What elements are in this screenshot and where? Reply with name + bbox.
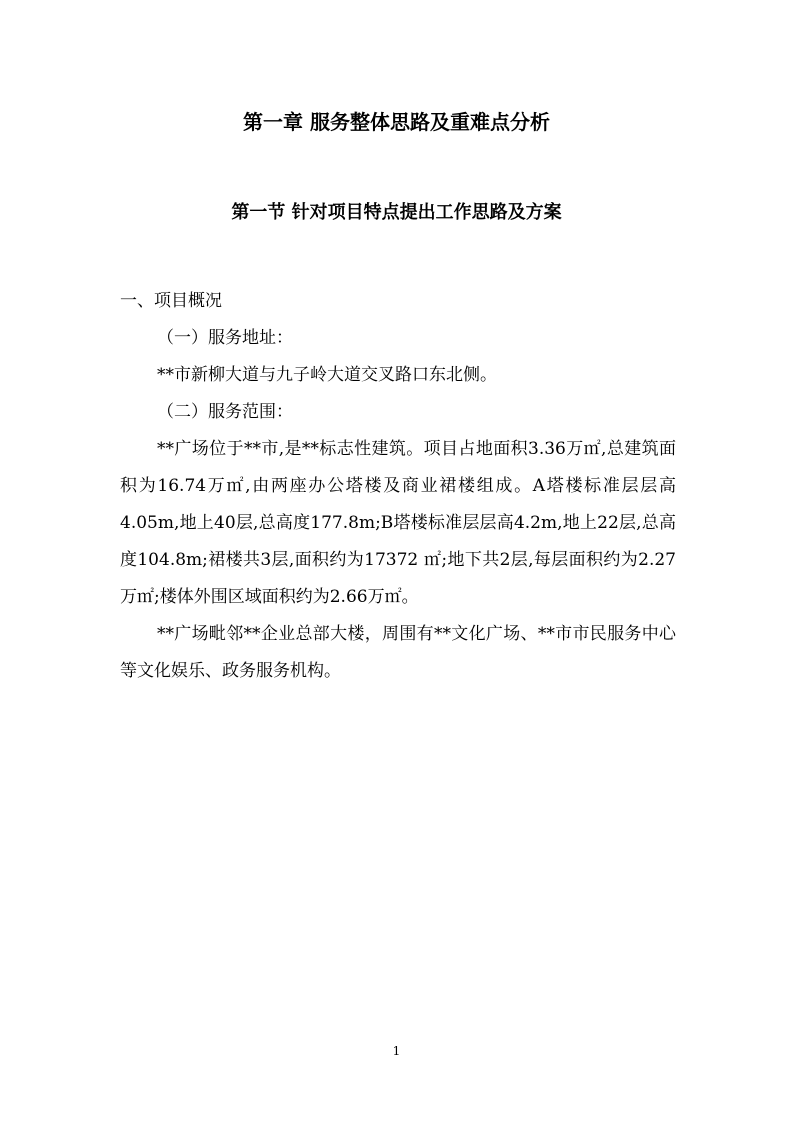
section-title: 第一节 针对项目特点提出工作思路及方案 [231, 202, 562, 223]
subheading-service-address: （一）服务地址： [157, 328, 293, 348]
heading-project-overview: 一、项目概况 [120, 291, 222, 311]
chapter-title: 第一章 服务整体思路及重难点分析 [243, 110, 550, 134]
page-number: 1 [392, 1044, 401, 1058]
subheading-service-scope: （二）服务范围： [157, 402, 293, 422]
document-body [120, 283, 676, 690]
address-paragraph: **市新柳大道与九子岭大道交叉路口东北侧。 [157, 365, 497, 385]
scope-paragraph-building: **广场位于**市,是**标志性建筑。项目占地面积3.36万㎡,总建筑面积为16.74万㎡,由两座办公塔楼及商业裙楼组成。A塔楼标准层层高4.05m,地上40层,总高度177.8m;B塔楼标准层层高4.2m,地上22层,总高度104.8m;裙楼共3层,面积约为17372 ㎡;地下共2层,每层面积约为2.27万㎡;楼体外围区域面积约为2.66万㎡。 [120, 439, 676, 607]
scope-paragraph-surroundings: **广场毗邻**企业总部大楼，周围有**文化广场、**市市民服务中心等文化娱乐、政务服务机构。 [120, 624, 676, 681]
